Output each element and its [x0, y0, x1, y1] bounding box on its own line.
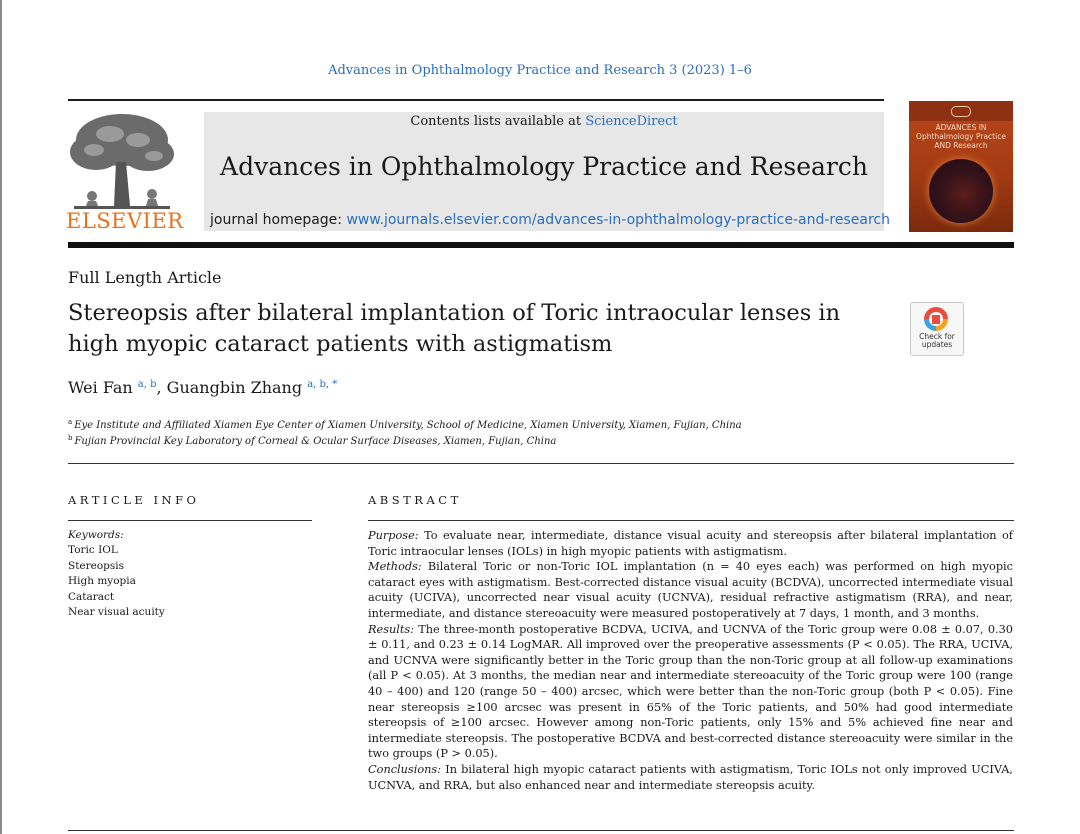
keyword-item: Stereopsis: [68, 559, 125, 572]
keyword-item: Toric IOL: [68, 544, 118, 556]
cover-eye-image: [929, 159, 993, 223]
header-top-rule: [68, 99, 884, 101]
sciencedirect-link[interactable]: ScienceDirect: [585, 114, 678, 129]
section-divider: [68, 463, 1014, 464]
author-name[interactable]: Guangbin Zhang: [166, 378, 303, 397]
elsevier-wordmark: ELSEVIER: [66, 209, 184, 233]
affiliation-mark: a: [68, 418, 73, 426]
abstract-section-text: Bilateral Toric or non-Toric IOL implantation (n = 40 eyes each) was performed on high myopic cataract eyes with astigmatism. Best-corrected distance visual acuity (BCDVA), uncorrected intermediate visual acuity (UCIVA), uncorrected near visual acuity (UCNVA), residual refractive astigmatism (RRA), and near, intermediate, and distance stereoacuity were measured postoperatively at 7 days, 1 month, and 3 months.: [368, 560, 1013, 620]
bookmark-icon: [932, 315, 940, 324]
viewer-left-edge: [0, 0, 2, 834]
homepage-url-link[interactable]: www.journals.elsevier.com/advances-in-ophthalmology-practice-and-research: [346, 212, 890, 228]
header-bottom-rule: [68, 242, 1014, 248]
keyword-item: Near visual acuity: [68, 606, 165, 618]
abstract-results: [368, 622, 1013, 762]
abstract-section-text: In bilateral high myopic cataract patients with astigmatism, Toric IOLs not only improved UCIVA, UCNVA, and RRA, but also enhanced near and intermediate stereopsis acuity.: [368, 762, 1013, 792]
abstract-conclusions: [368, 762, 1013, 793]
author-affiliation-marks[interactable]: a, b, *: [307, 379, 338, 390]
check-for-updates-button[interactable]: [910, 302, 964, 356]
check-for-updates-label: Check for updates: [919, 332, 955, 349]
abstract-rule: [368, 520, 1014, 521]
abstract-section-label: Methods:: [368, 560, 422, 574]
author-affiliation-marks[interactable]: a, b: [137, 379, 157, 390]
contents-prefix: Contents lists available at: [410, 114, 586, 129]
abstract-heading: ABSTRACT: [368, 493, 462, 507]
cover-society-logo: [951, 106, 971, 117]
affiliation-b: [68, 434, 556, 447]
journal-title: Advances in Ophthalmology Practice and Research: [220, 152, 868, 181]
affiliation-text: Fujian Provincial Key Laboratory of Corneal & Ocular Surface Diseases, Xiamen, Fujian, China: [74, 436, 557, 447]
abstract-body: [368, 528, 1013, 793]
journal-homepage-line: [210, 212, 890, 228]
abstract-section-text: The three-month postoperative BCDVA, UCIVA, and UCNVA of the Toric group were 0.08 ± 0.07, 0.30 ± 0.11, and 0.23 ± 0.14 LogMAR. All improved over the preoperative assessments (P < 0.05). The RRA, UCIVA, and UCNVA were significantly better in the Toric group than the non-Toric group at all follow-up examinations (all P < 0.05). At 3 months, the median near and intermediate stereoacuity of the Toric group were 100 (range 40 – 400) and 120 (range 50 – 400) arcsec, which were better than the non-Toric group (both P < 0.05). Fine near stereopsis ≥100 arcsec was present in 65% of the Toric patients, and 50% had good intermediate stereopsis of ≥100 arcsec. However among non-Toric patients, only 15% and 5% achieved fine near and intermediate stereopsis. The postoperative BCDVA and best-corrected distance stereoacuity were similar in the two groups (P > 0.05).: [368, 622, 1013, 761]
contents-available-line: [204, 114, 884, 129]
article-title: Stereopsis after bilateral implantation of Toric intraocular lenses in high myopic cataract patients with astigmatism: [68, 300, 841, 357]
abstract-section-label: Conclusions:: [368, 762, 442, 776]
journal-cover-image[interactable]: [909, 101, 1013, 232]
abstract-section-label: Purpose:: [368, 529, 419, 542]
homepage-label: journal homepage:: [210, 212, 347, 228]
abstract-section-text: To evaluate near, intermediate, distance visual acuity and stereopsis after bilateral implantation of Toric intraocular lenses (IOLs) in high myopic patients with astigmatism.: [368, 529, 1013, 558]
abstract-methods: [368, 559, 1013, 621]
abstract-bottom-rule: [68, 830, 1014, 831]
keywords-label: Keywords:: [68, 529, 124, 541]
article-info-rule: [68, 520, 312, 521]
cover-title: ADVANCES IN Ophthalmology Practice AND Research: [916, 123, 1006, 150]
article-type: Full Length Article: [68, 268, 222, 287]
article-info-heading: ARTICLE INFO: [68, 493, 200, 507]
affiliation-mark: b: [68, 434, 73, 442]
journal-citation-link[interactable]: Advances in Ophthalmology Practice and Research 3 (2023) 1–6: [328, 63, 752, 78]
keyword-list: [68, 543, 165, 621]
keyword-item: High myopia: [68, 575, 136, 587]
affiliation-text: Eye Institute and Affiliated Xiamen Eye Center of Xiamen University, School of Medicine, Xiamen University, Xiamen, Fujian, China: [74, 420, 742, 431]
author-list: Wei Fan $^{a, b}$, Guangbin Zhang $^{a, b, *}$: [68, 378, 338, 397]
affiliation-a: [68, 418, 742, 431]
author-name[interactable]: Wei Fan: [68, 378, 133, 397]
abstract-purpose: [368, 528, 1013, 559]
abstract-section-label: Results:: [368, 622, 415, 636]
keyword-item: Cataract: [68, 590, 115, 603]
